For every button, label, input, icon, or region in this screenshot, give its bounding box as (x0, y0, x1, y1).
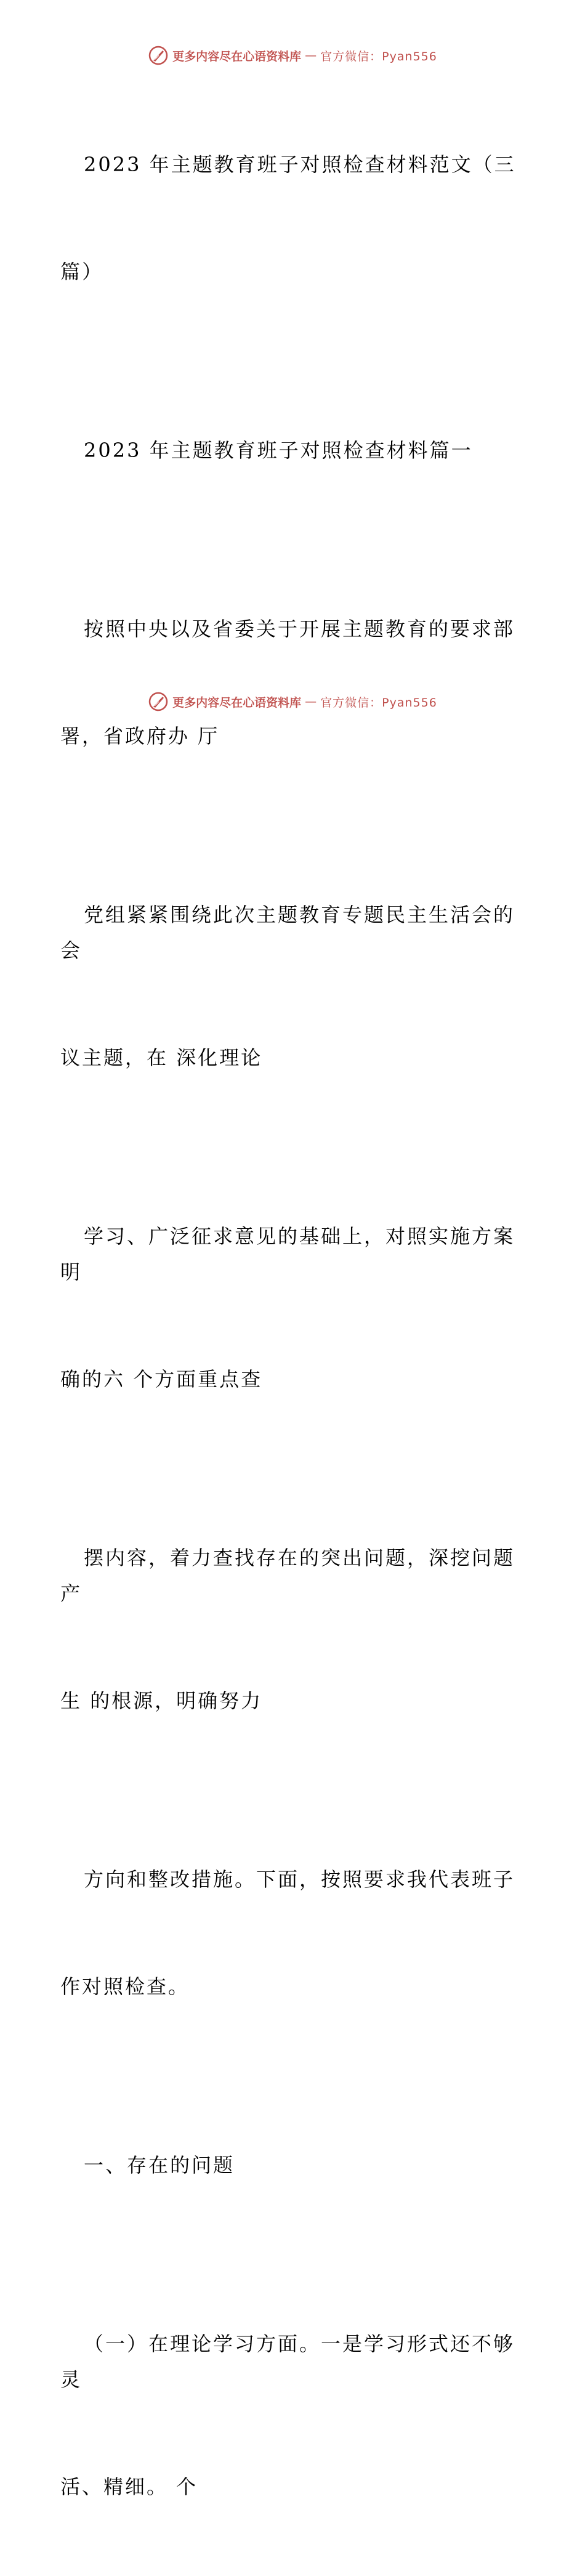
subheading: 一、存在的问题 (84, 2153, 235, 2177)
paragraph-line: （一）在理论学习方面。一是学习形式还不够灵 (60, 2332, 515, 2391)
watermark-contact-text: 官方微信：Pyan556 (320, 695, 437, 710)
paragraph (60, 1147, 528, 1468)
watermark-contact-text: 官方微信：Pyan556 (320, 49, 437, 63)
watermark-brand-text: 更多内容尽在心语资料库 (172, 49, 302, 63)
paragraph-line: 学习、广泛征求意见的基础上，对照实施方案明 (60, 1225, 515, 1284)
paragraph-line: 摆内容，着力查找存在的突出问题，深挖问题产 (60, 1546, 515, 1605)
feather-pen-logo-icon (148, 691, 169, 712)
paragraph (60, 1790, 528, 2076)
paragraph-line: 作对照检查。 (60, 1975, 190, 1998)
paragraph-line: 生 的根源，明确努力 (60, 1689, 263, 1712)
paragraph (60, 825, 528, 1147)
paragraph (60, 2254, 528, 2576)
title-line: 2023 年主题教育班子对照检查材料范文（三 (84, 153, 516, 176)
watermark-banner-top (0, 43, 585, 68)
title-line: 篇） (60, 260, 104, 283)
paragraph-line: 方向和整改措施。下面，按照要求我代表班子 (84, 1868, 515, 1891)
paragraph (60, 1468, 528, 1790)
feather-pen-logo-icon (148, 45, 169, 66)
watermark-banner-bottom (0, 689, 585, 714)
paragraph (60, 540, 528, 825)
paragraph-line: 署，省政府办 厅 (60, 724, 220, 748)
watermark-separator: — (305, 695, 317, 708)
paragraph-line: 确的六 个方面重点查 (60, 1367, 263, 1391)
paragraph-line: 按照中央以及省委关于开展主题教育的要求部 (84, 617, 515, 641)
document-body (60, 75, 528, 2576)
paragraph-line: 活、精细。 个 (60, 2475, 198, 2498)
document-title (60, 75, 528, 361)
paragraph-line: 党组紧紧围绕此次主题教育专题民主生活会的会 (60, 903, 515, 962)
watermark-brand-text: 更多内容尽在心语资料库 (172, 695, 302, 710)
paragraph-line: 议主题，在 深化理论 (60, 1046, 263, 1069)
section-heading: 2023 年主题教育班子对照检查材料篇一 (84, 439, 473, 462)
watermark-separator: — (305, 49, 317, 62)
